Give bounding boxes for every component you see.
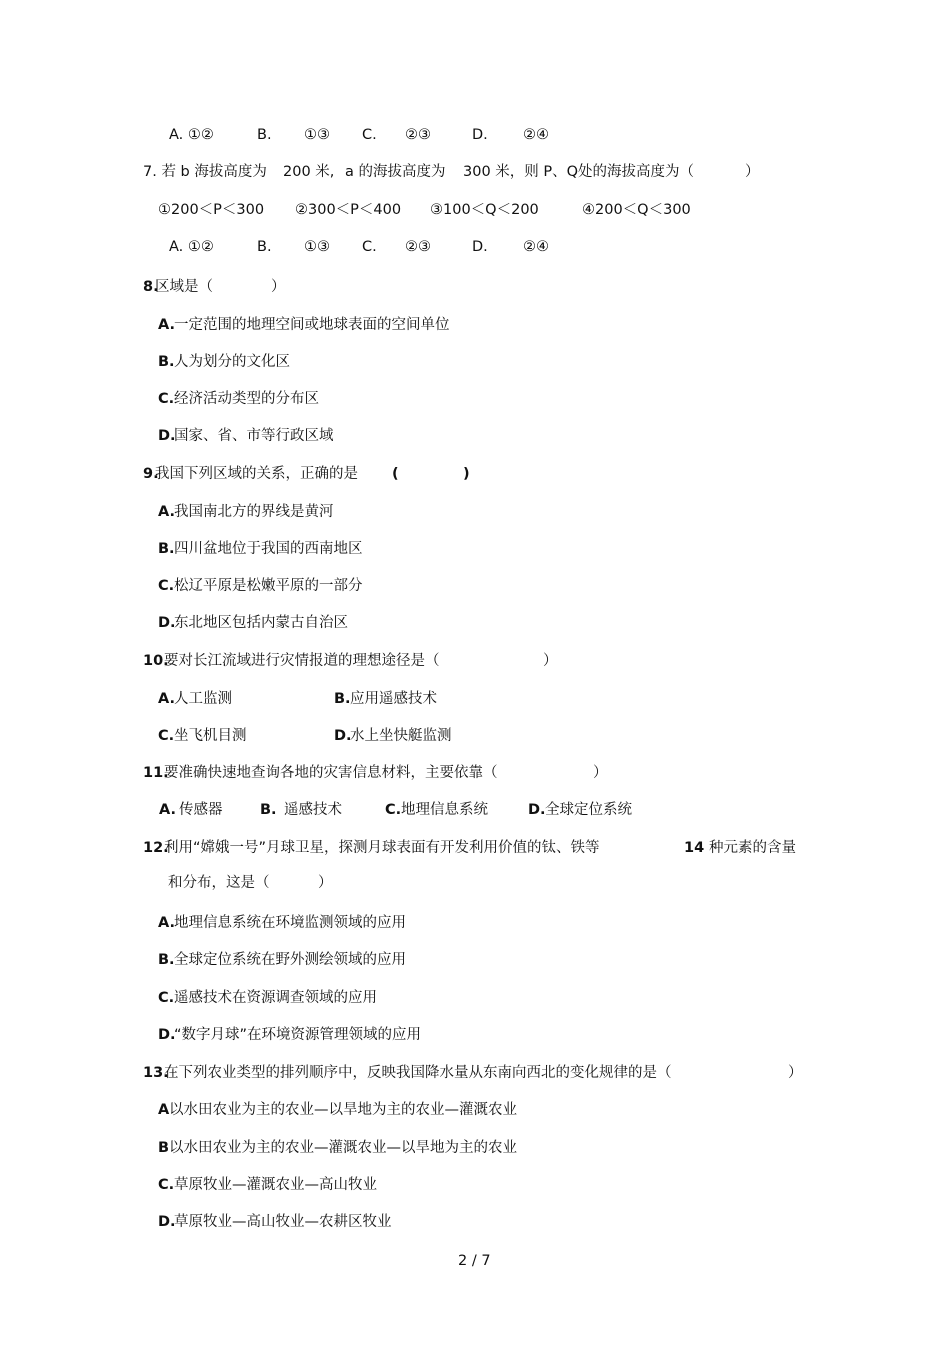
option-text: 全球定位系统 — [545, 802, 632, 818]
q10-stem-text: 要对长江流域进行灾情报道的理想途径是（ — [164, 653, 440, 669]
q12-stem-close: ） — [318, 875, 333, 891]
option-text: 地理信息系统 — [401, 802, 488, 818]
option-text: “数字月球”在环境资源管理领域的应用 — [174, 1027, 422, 1043]
q10-stem-close: ） — [543, 653, 558, 669]
q7-option-d-text: ②④ — [523, 239, 549, 255]
q11-number: 11. — [143, 765, 169, 781]
option-letter: B. — [158, 354, 175, 370]
q6-option-c-letter: C. — [362, 127, 377, 143]
option-letter: C. — [158, 990, 175, 1006]
option-letter: B. — [158, 952, 175, 968]
option-letter: D. — [528, 802, 546, 818]
option-text: 人工监测 — [174, 691, 232, 707]
option-letter: B. — [158, 541, 175, 557]
option-letter: A. — [158, 504, 175, 520]
q7-option-b-letter: B. — [257, 239, 272, 255]
q7-option-b-text: ①③ — [304, 239, 330, 255]
option-text: 一定范围的地理空间或地球表面的空间单位 — [174, 317, 450, 333]
option-letter: B. — [334, 691, 351, 707]
q7-stem-close: ） — [745, 164, 760, 180]
option-letter: D. — [158, 1214, 176, 1230]
q7-option-c-text: ②③ — [405, 239, 431, 255]
q6-option-d-text: ②④ — [523, 127, 549, 143]
option-text: 坐飞机目测 — [174, 728, 247, 744]
option-letter: C. — [158, 578, 175, 594]
page-number: 2 / 7 — [458, 1253, 491, 1269]
option-text: 东北地区包括内蒙古自治区 — [174, 615, 348, 631]
q7-option-c-letter: C. — [362, 239, 377, 255]
option-letter: A. — [159, 802, 176, 818]
q8-stem-close: ） — [271, 279, 286, 295]
option-letter: A. — [158, 317, 175, 333]
option-text: 应用遥感技术 — [350, 691, 437, 707]
q8-number: 8. — [143, 279, 159, 295]
option-text: 四川盆地位于我国的西南地区 — [174, 541, 363, 557]
option-letter: A. — [158, 915, 175, 931]
q7-option-d-letter: D. — [472, 239, 488, 255]
option-letter: B — [158, 1140, 170, 1156]
option-letter: D. — [158, 615, 176, 631]
option-letter: B. — [260, 802, 277, 818]
option-letter: D. — [158, 428, 176, 444]
q7-condition-3: ③100＜Q＜200 — [430, 202, 539, 218]
option-letter: C. — [158, 391, 175, 407]
q9-number: 9. — [143, 466, 159, 482]
q9-stem-open: ( — [392, 466, 399, 482]
option-text: 我国南北方的界线是黄河 — [174, 504, 334, 520]
q6-option-c-text: ②③ — [405, 127, 431, 143]
q12-stem-text-2: 和分布，这是（ — [168, 875, 270, 891]
q7-stem-part: a 的海拔高度为 — [345, 164, 446, 180]
option-letter: A — [158, 1102, 170, 1118]
option-text: 水上坐快艇监测 — [350, 728, 452, 744]
q12-stem-text: 利用“嫦娥一号”月球卫星，探测月球表面有开发利用价值的钛、铁等 — [164, 840, 600, 856]
q6-option-b-letter: B. — [257, 127, 272, 143]
option-letter: C. — [158, 1177, 175, 1193]
q11-stem-text: 要准确快速地查询各地的灾害信息材料，主要依靠（ — [164, 765, 498, 781]
option-text: 草原牧业—灌溉农业—高山牧业 — [174, 1177, 377, 1193]
q7-stem-part: 300 米，则 P、Q处的海拔高度为（ — [463, 164, 695, 180]
option-letter: D. — [334, 728, 352, 744]
q7-option-a: A. ①② — [169, 239, 214, 255]
q6-option-a: A. ①② — [169, 127, 214, 143]
q13-stem-close: ） — [788, 1065, 803, 1081]
option-text: 草原牧业—高山牧业—农耕区牧业 — [174, 1214, 392, 1230]
option-text: 国家、省、市等行政区域 — [174, 428, 334, 444]
q12-count: 14 — [684, 840, 705, 856]
q12-stem-end: 种元素的含量 — [709, 840, 796, 856]
option-letter: C. — [158, 728, 175, 744]
q6-option-d-letter: D. — [472, 127, 488, 143]
q7-condition-2: ②300＜P＜400 — [295, 202, 402, 218]
q7-condition-4: ④200＜Q＜300 — [582, 202, 691, 218]
q7-condition-1: ①200＜P＜300 — [158, 202, 265, 218]
option-text: 遥感技术 — [284, 802, 342, 818]
q9-stem-text: 我国下列区域的关系，正确的是 — [155, 466, 358, 482]
option-text: 人为划分的文化区 — [174, 354, 290, 370]
option-text: 地理信息系统在环境监测领域的应用 — [174, 915, 406, 931]
option-letter: A. — [158, 691, 175, 707]
q13-stem-text: 在下列农业类型的排列顺序中，反映我国降水量从东南向西北的变化规律的是（ — [164, 1065, 672, 1081]
option-text: 经济活动类型的分布区 — [174, 391, 319, 407]
option-text: 以水田农业为主的农业—以旱地为主的农业—灌溉农业 — [169, 1102, 517, 1118]
q9-stem-close: ) — [463, 466, 470, 482]
q8-stem-text: 区域是（ — [155, 279, 213, 295]
q11-stem-close: ） — [593, 765, 608, 781]
option-letter: D. — [158, 1027, 176, 1043]
q6-option-b-text: ①③ — [304, 127, 330, 143]
option-letter: C. — [385, 802, 402, 818]
option-text: 遥感技术在资源调查领域的应用 — [174, 990, 377, 1006]
q10-number: 10. — [143, 653, 169, 669]
q7-stem-part: 7. 若 b 海拔高度为 — [143, 164, 267, 180]
option-text: 以水田农业为主的农业—灌溉农业—以旱地为主的农业 — [169, 1140, 517, 1156]
option-text: 传感器 — [179, 802, 223, 818]
q13-number: 13. — [143, 1065, 169, 1081]
q7-stem-part: 200 米, — [283, 164, 335, 180]
option-text: 全球定位系统在野外测绘领域的应用 — [174, 952, 406, 968]
q12-number: 12. — [143, 840, 169, 856]
option-text: 松辽平原是松嫩平原的一部分 — [174, 578, 363, 594]
